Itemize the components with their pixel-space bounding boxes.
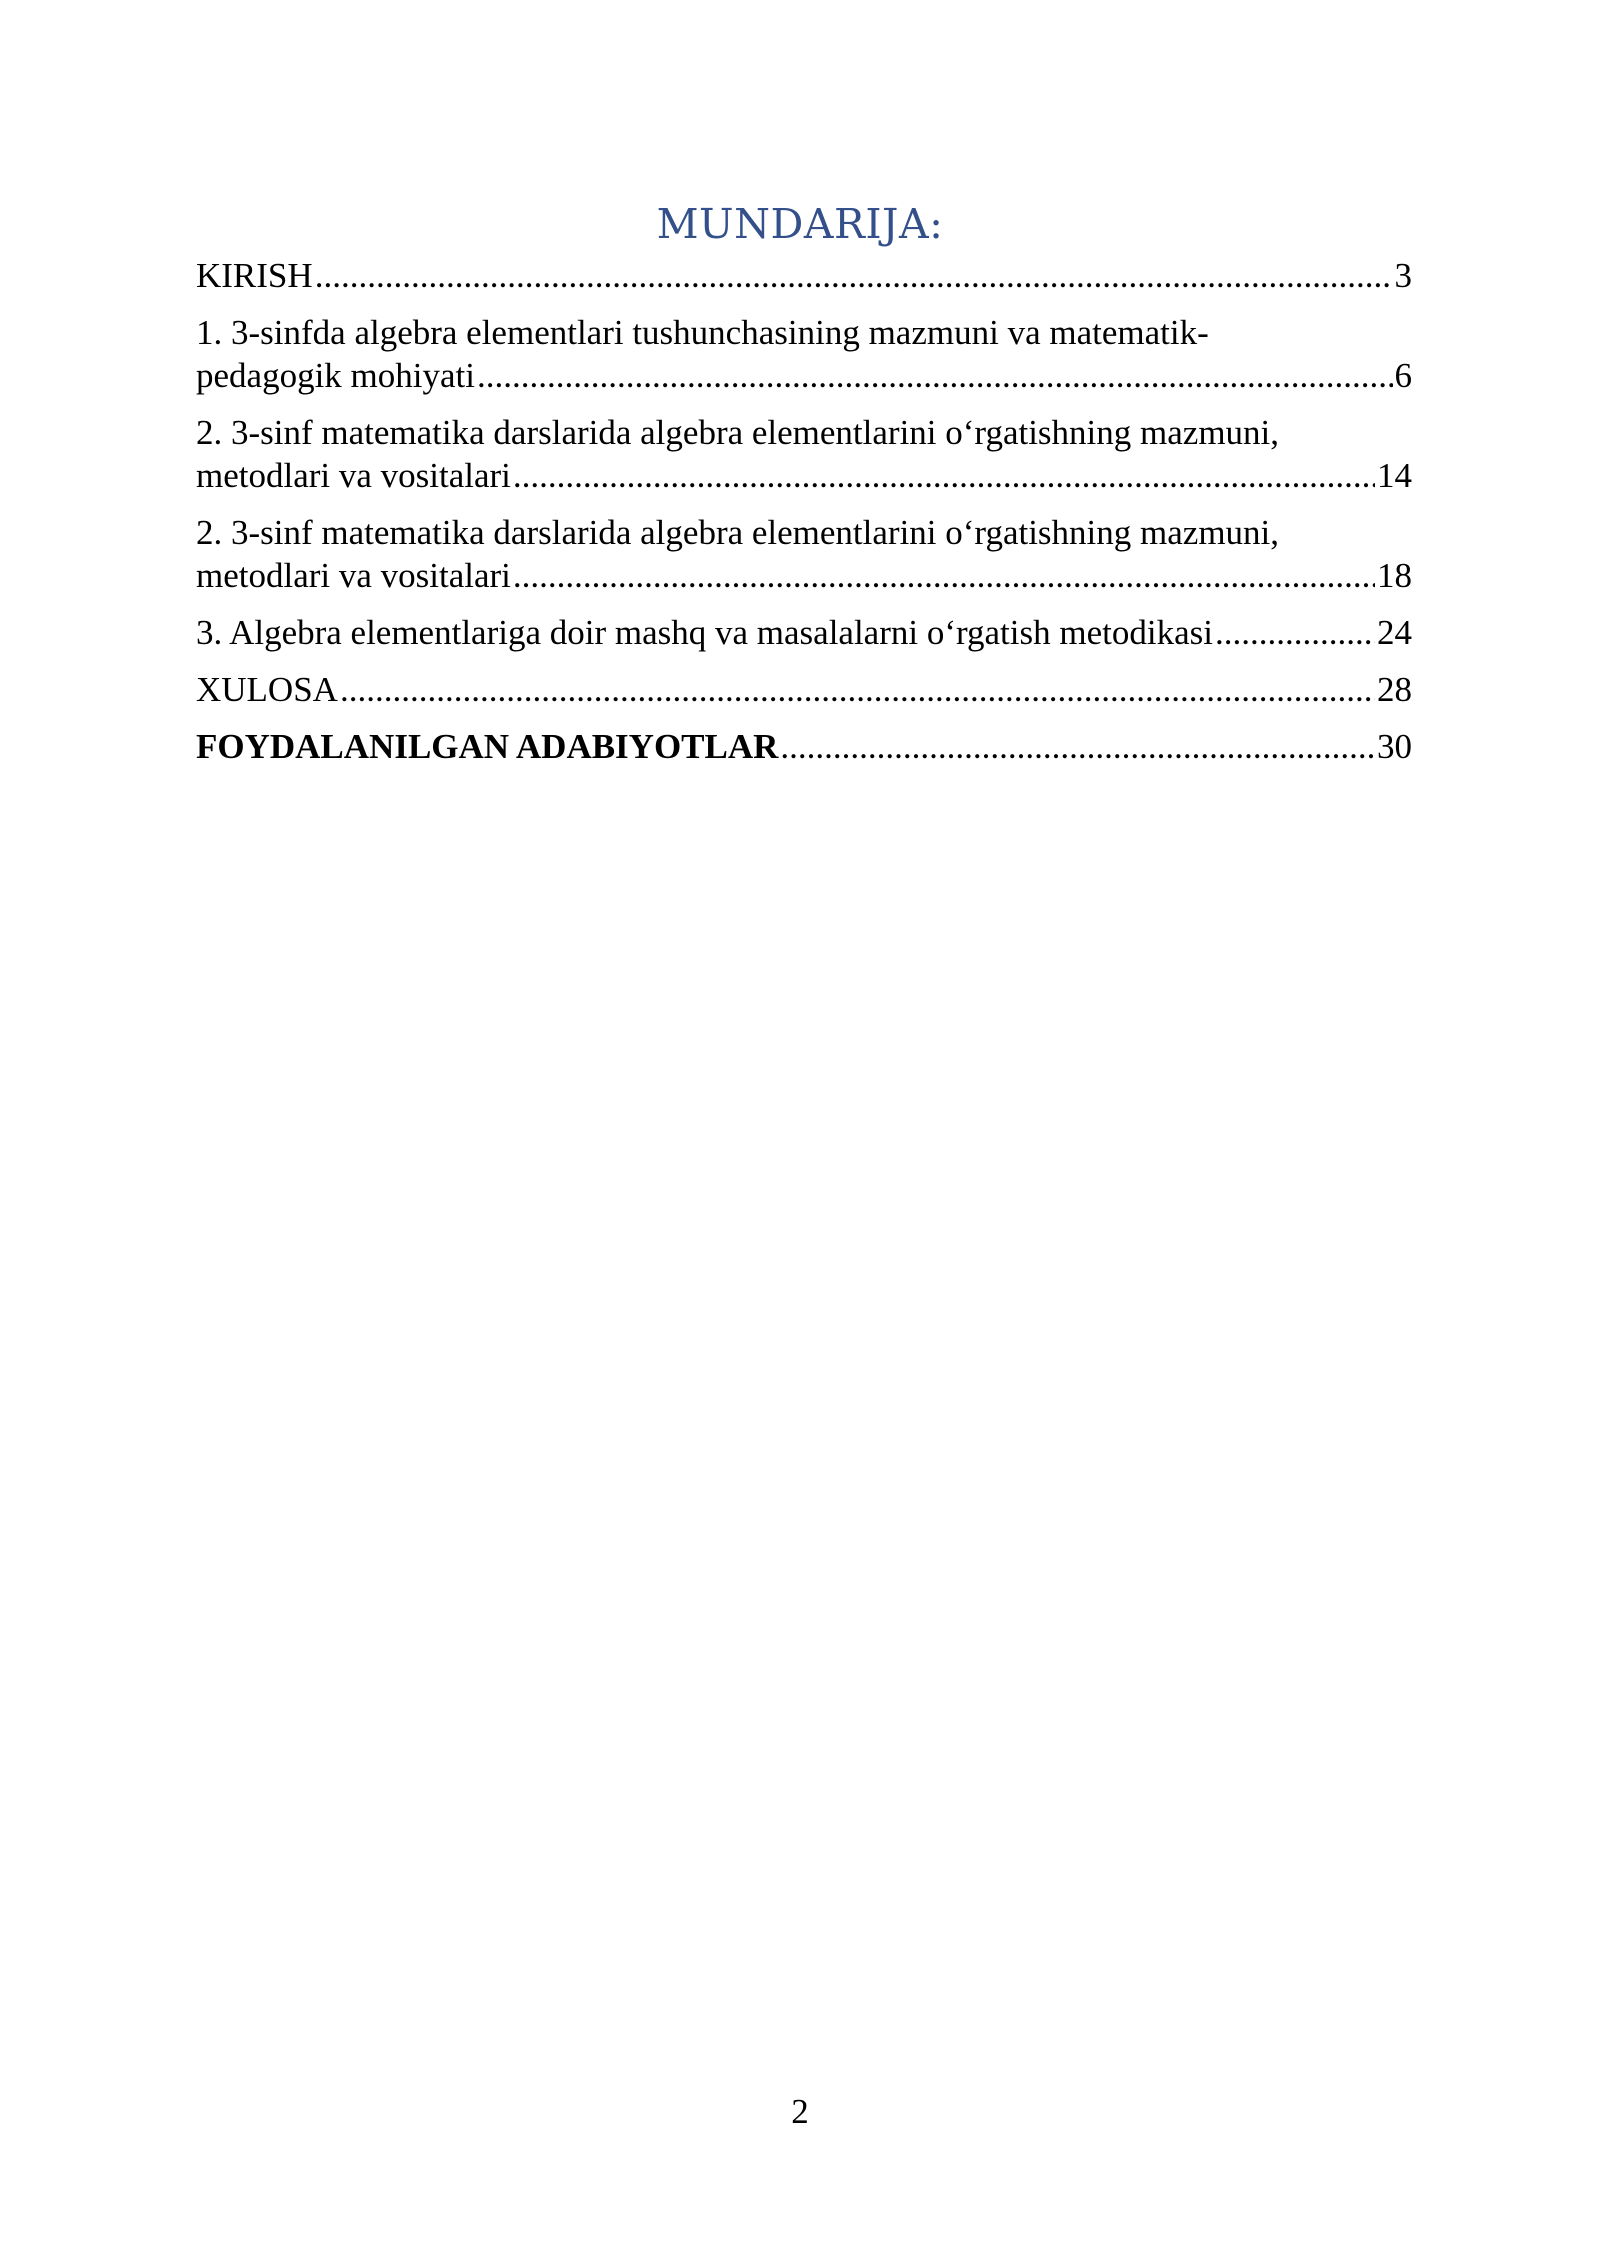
toc-entry-text: KIRISH: [196, 256, 313, 295]
toc-entry-chapter-2b[interactable]: [196, 511, 1412, 597]
toc-entry-text: pedagogik mohiyati: [196, 356, 475, 395]
toc-entry-text: 3. Algebra elementlariga doir mashq va masalalarni o‘rgatish metodikasi: [196, 613, 1213, 652]
toc-entry-line: [196, 554, 1412, 597]
toc-entry-line: [196, 668, 1412, 711]
toc-entry-page: 28: [1377, 670, 1412, 709]
table-of-contents: [196, 254, 1412, 782]
toc-entry-line: [196, 611, 1412, 654]
toc-entry-line: [196, 454, 1412, 497]
toc-entry-line: [196, 354, 1412, 397]
toc-entry-page: 3: [1394, 256, 1412, 295]
toc-entry-chapter-2a[interactable]: [196, 411, 1412, 497]
page-number: 2: [791, 2092, 809, 2131]
toc-entry-page: 30: [1377, 727, 1412, 766]
toc-entry-chapter-3[interactable]: [196, 611, 1412, 654]
toc-entry-text-line-1: 2. 3-sinf matematika darslarida algebra elementlarini o‘rgatishning mazmuni,: [196, 413, 1280, 452]
toc-dot-leader: [1215, 611, 1375, 654]
toc-entry-adabiyotlar[interactable]: [196, 725, 1412, 768]
toc-dot-leader: [315, 254, 1393, 297]
toc-entry-text: metodlari va vositalari: [196, 556, 511, 595]
toc-entry-line: [196, 725, 1412, 768]
toc-entry-line: [196, 254, 1412, 297]
toc-title: MUNDARIJA:: [656, 200, 944, 248]
toc-dot-leader: [340, 668, 1375, 711]
toc-dot-leader: [780, 725, 1375, 768]
toc-entry-chapter-1[interactable]: [196, 311, 1412, 397]
toc-entry-text-line-1: 1. 3-sinfda algebra elementlari tushunchasining mazmuni va matematik-: [196, 313, 1209, 352]
toc-entry-text: XULOSA: [196, 670, 338, 709]
toc-entry-page: 18: [1377, 556, 1412, 595]
toc-dot-leader: [513, 454, 1375, 497]
toc-entry-text: metodlari va vositalari: [196, 456, 511, 495]
toc-dot-leader: [513, 554, 1375, 597]
toc-entry-text: FOYDALANILGAN ADABIYOTLAR: [196, 727, 779, 766]
toc-entry-text-line-1: 2. 3-sinf matematika darslarida algebra elementlarini o‘rgatishning mazmuni,: [196, 513, 1280, 552]
toc-entry-page: 24: [1377, 613, 1412, 652]
toc-entry-page: 14: [1377, 456, 1412, 495]
toc-entry-kirish[interactable]: [196, 254, 1412, 297]
toc-entry-xulosa[interactable]: [196, 668, 1412, 711]
toc-dot-leader: [477, 354, 1393, 397]
toc-entry-page: 6: [1394, 356, 1412, 395]
